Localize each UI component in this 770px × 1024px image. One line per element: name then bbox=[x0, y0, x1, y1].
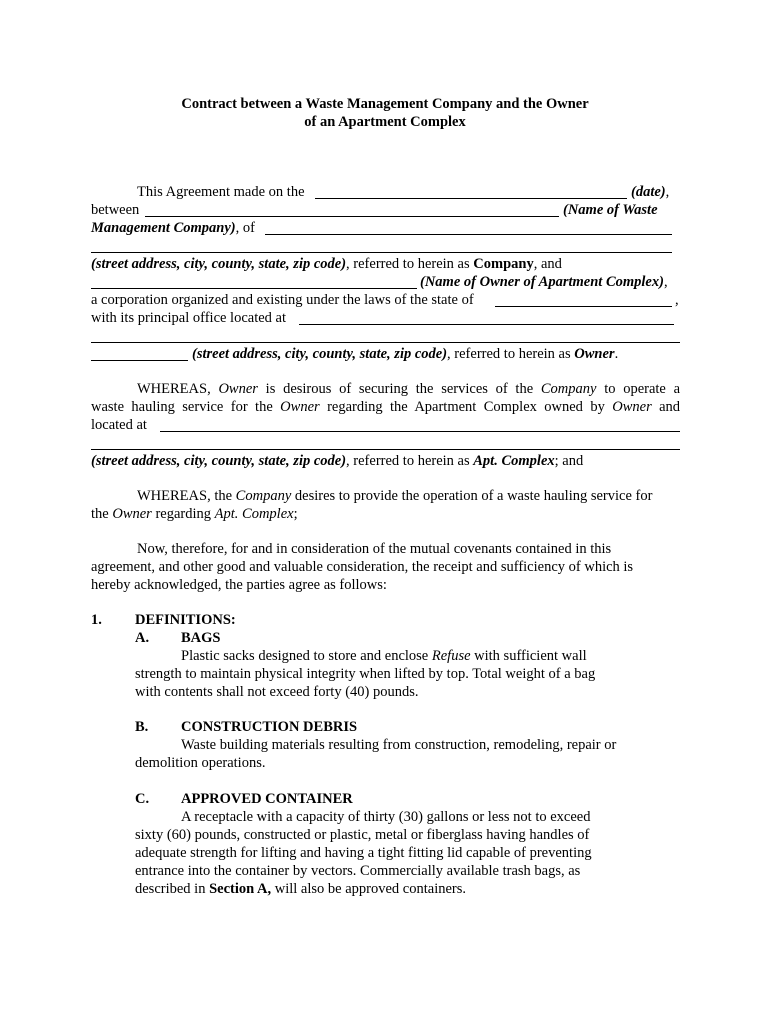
definition-b-line-2: demolition operations. bbox=[135, 755, 266, 771]
now-therefore-line-3: hereby acknowledged, the parties agree as follows: bbox=[91, 577, 387, 593]
whereas-1-line-2: waste hauling service for the Owner regarding the Apartment Complex owned by Owner and bbox=[91, 399, 681, 415]
definition-b-letter: B. bbox=[135, 719, 149, 735]
owner-street-line: (street address, city, county, state, zip code), referred to herein as Owner. bbox=[192, 346, 619, 362]
definition-a-line-1: Plastic sacks designed to store and enclose Refuse with sufficient wall bbox=[181, 648, 587, 664]
whereas-1-line-1: WHEREAS, Owner is desirous of securing the services of the Company to operate a bbox=[137, 381, 681, 397]
date-label: (date), bbox=[631, 184, 670, 200]
definition-c-letter: C. bbox=[135, 791, 150, 807]
definition-a-title: BAGS bbox=[181, 630, 221, 646]
owner-name-label: (Name of Owner of Apartment Complex), bbox=[420, 274, 668, 290]
intro-made-on: This Agreement made on the bbox=[137, 184, 305, 200]
waste-company-name-blank bbox=[145, 216, 559, 217]
definition-a-line-3: with contents shall not exceed forty (40) pounds. bbox=[135, 684, 419, 700]
name-of-waste-label: (Name of Waste bbox=[563, 202, 658, 218]
definition-c-line-3: adequate strength for lifting and having a tight fitting lid capable of preventing bbox=[135, 845, 592, 861]
definition-c-title: APPROVED CONTAINER bbox=[181, 791, 353, 807]
principal-office-line: with its principal office located at bbox=[91, 310, 287, 326]
company-address-blank-2 bbox=[91, 252, 672, 253]
document-title-line-1: Contract between a Waste Management Company and the Owner bbox=[181, 96, 589, 112]
owner-address-blank-2 bbox=[91, 342, 680, 343]
owner-name-blank bbox=[91, 288, 417, 289]
complex-address-blank-1 bbox=[160, 431, 680, 432]
complex-address-blank-2 bbox=[91, 449, 680, 450]
state-blank bbox=[495, 306, 672, 307]
complex-street-line: (street address, city, county, state, zip code), referred to herein as Apt. Complex; and bbox=[91, 453, 584, 469]
state-comma: , bbox=[675, 292, 679, 308]
definition-b-line-1: Waste building materials resulting from construction, remodeling, repair or bbox=[181, 737, 617, 753]
definition-b-title: CONSTRUCTION DEBRIS bbox=[181, 719, 358, 735]
company-street-line: (street address, city, county, state, zip code), referred to herein as Company, and bbox=[91, 256, 562, 272]
definition-c-line-4: entrance into the container by vectors. Commercially available trash bags, as bbox=[135, 863, 581, 879]
definition-c-line-2: sixty (60) pounds, constructed or plastic, metal or fiberglass having handles of bbox=[135, 827, 590, 843]
document-title-line-2: of an Apartment Complex bbox=[304, 114, 466, 130]
definition-c-line-1: A receptacle with a capacity of thirty (30) gallons or less not to exceed bbox=[181, 809, 591, 825]
whereas-2-line-2: the Owner regarding Apt. Complex; bbox=[91, 506, 298, 522]
section-number: 1. bbox=[91, 612, 102, 628]
date-blank bbox=[315, 198, 627, 199]
now-therefore-line-1: Now, therefore, for and in consideration of the mutual covenants contained in this bbox=[137, 541, 612, 557]
owner-address-blank-3 bbox=[91, 360, 188, 361]
intro-between: between bbox=[91, 202, 140, 218]
definitions-heading: DEFINITIONS: bbox=[135, 612, 236, 628]
definition-a-line-2: strength to maintain physical integrity when lifted by top. Total weight of a bag bbox=[135, 666, 596, 682]
definition-a-letter: A. bbox=[135, 630, 150, 646]
corporation-line: a corporation organized and existing under the laws of the state of bbox=[91, 292, 474, 308]
located-at-label: located at bbox=[91, 417, 147, 433]
owner-address-blank-1 bbox=[299, 324, 674, 325]
whereas-2-line-1: WHEREAS, the Company desires to provide the operation of a waste hauling service for bbox=[137, 488, 653, 504]
now-therefore-line-2: agreement, and other good and valuable consideration, the receipt and sufficiency of which is bbox=[91, 559, 634, 575]
definition-c-line-5: described in Section A, will also be approved containers. bbox=[135, 881, 467, 897]
company-address-blank-1 bbox=[265, 234, 672, 235]
mgmt-company-line: Management Company), of bbox=[91, 220, 255, 236]
